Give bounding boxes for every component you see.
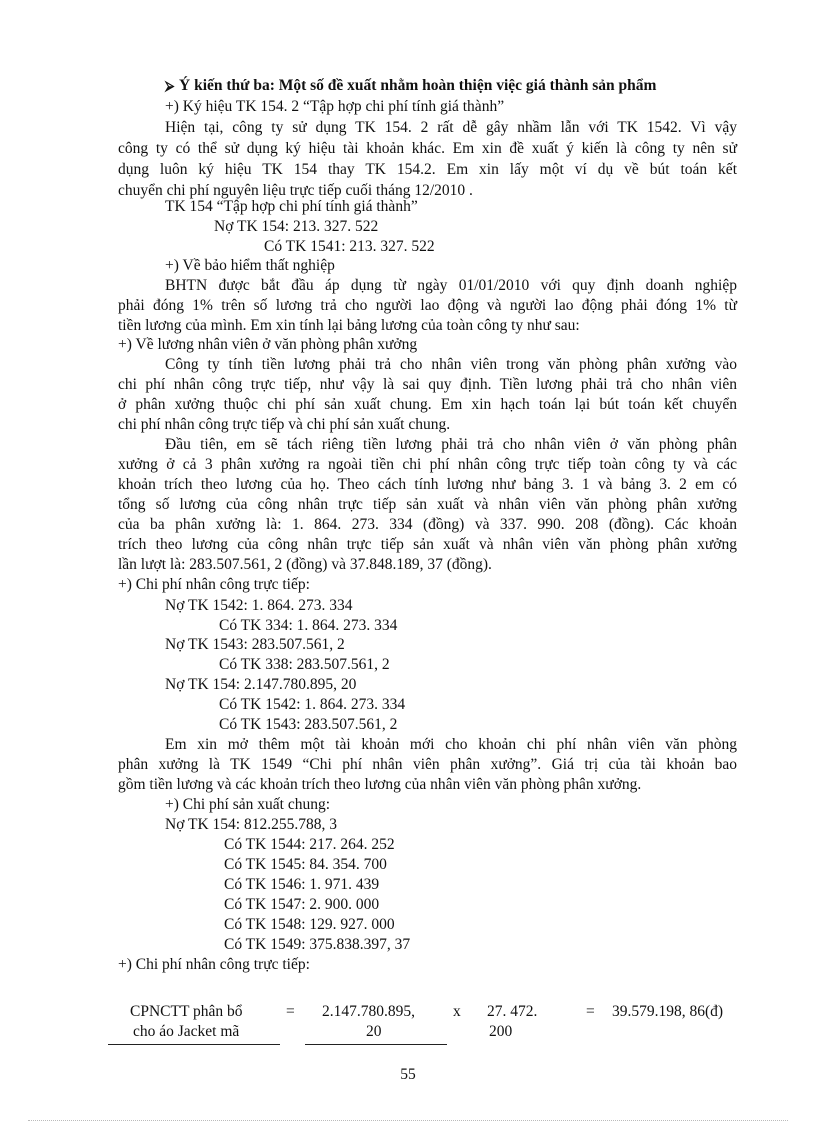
text-line: +) Về bảo hiểm thất nghiệp (165, 257, 335, 274)
text-line: dụng luôn ký hiệu TK 154 thay TK 154.2. Em xin lấy một ví dụ về bút toán kết (118, 161, 737, 178)
text-line: Nợ TK 1543: 283.507.561, 2 (165, 636, 345, 653)
text-line: BHTN được bắt đầu áp dụng từ ngày 01/01/2010 với quy định doanh nghiệp (165, 277, 737, 294)
text-line: Có TK 1544: 217. 264. 252 (224, 836, 395, 853)
text-line: trích theo lương của công nhân trực tiếp sản xuất và nhân viên văn phòng phân xưởng (118, 536, 737, 553)
text-line: Có TK 1541: 213. 327. 522 (264, 238, 435, 255)
formula-value-1-line1: 2.147.780.895, (322, 1003, 415, 1020)
formula-equals-1: = (286, 1003, 295, 1020)
text-line: phân xưởng là TK 1549 “Chi phí nhân viên phân xưởng”. Giá trị của tài khoản bao (118, 756, 737, 773)
formula-result: 39.579.198, 86(đ) (612, 1003, 724, 1020)
text-line: Có TK 1546: 1. 971. 439 (224, 876, 380, 893)
text-line: +) Chi phí sản xuất chung: (165, 796, 331, 813)
text-line: tổng số lương của công nhân trực tiếp sản xuất và nhân viên văn phòng phân xưởng (118, 496, 737, 513)
formula-label-line2: cho áo Jacket mã (133, 1023, 240, 1040)
page-number: 55 (400, 1066, 416, 1083)
text-line: phải đóng 1% trên số lương trả cho người lao động và người lao động phải đóng 1% từ (118, 297, 737, 314)
text-line: ở phân xưởng thuộc chi phí sản xuất chung. Em xin hạch toán lại bút toán kết chuyển (118, 396, 737, 413)
text-line: Em xin mở thêm một tài khoản mới cho khoản chi phí nhân viên văn phòng (165, 736, 737, 753)
formula-value-1-line2: 20 (366, 1023, 382, 1040)
text-line: chi phí nhân công trực tiếp và chi phí sản xuất chung. (118, 416, 451, 433)
text-line: +) Về lương nhân viên ở văn phòng phân xưởng (118, 336, 418, 353)
text-line: Có TK 1542: 1. 864. 273. 334 (219, 696, 406, 713)
text-line: Có TK 1543: 283.507.561, 2 (219, 716, 398, 733)
formula-label-underline (108, 1044, 280, 1045)
text-line: Nợ TK 154: 812.255.788, 3 (165, 816, 337, 833)
section-heading-text: Ý kiến thứ ba: Một số đề xuất nhằm hoàn thiện việc giá thành sản phẩm (179, 77, 657, 94)
text-line: +) Ký hiệu TK 154. 2 “Tập hợp chi phí tính giá thành” (165, 98, 505, 115)
formula-times: x (453, 1003, 461, 1020)
formula-value-2-line1: 27. 472. (487, 1003, 538, 1020)
text-line: Hiện tại, công ty sử dụng TK 154. 2 rất dễ gây nhầm lẫn với TK 1542. Vì vậy (165, 119, 737, 136)
page-bottom-border (28, 1120, 788, 1121)
text-line: Có TK 1548: 129. 927. 000 (224, 916, 395, 933)
text-line: Nợ TK 154: 2.147.780.895, 20 (165, 676, 357, 693)
text-line: gồm tiền lương và các khoản trích theo lương của nhân viên văn phòng phân xưởng. (118, 776, 642, 793)
text-line: TK 154 “Tập hợp chi phí tính giá thành” (165, 198, 418, 215)
formula-value-1-underline (305, 1044, 447, 1045)
formula-value-2-line2: 200 (489, 1023, 513, 1040)
text-line: Nợ TK 1542: 1. 864. 273. 334 (165, 597, 353, 614)
section-heading (165, 76, 656, 95)
text-line: +) Chi phí nhân công trực tiếp: (118, 956, 310, 973)
text-line: khoản trích theo lương của họ. Theo cách tính lương như bảng 3. 1 và bảng 3. 2 em có (118, 476, 737, 493)
text-line: của ba phân xưởng là: 1. 864. 273. 334 (đồng) và 337. 990. 208 (đồng). Các khoản (118, 516, 737, 533)
text-line: lần lượt là: 283.507.561, 2 (đồng) và 37.848.189, 37 (đồng). (118, 556, 492, 573)
text-line: +) Chi phí nhân công trực tiếp: (118, 576, 310, 593)
text-line: Có TK 1545: 84. 354. 700 (224, 856, 387, 873)
text-line: công ty có thể sử dụng ký hiệu tài khoản khác. Em xin đề xuất ý kiến là công ty nên sử (118, 140, 737, 157)
formula-equals-2: = (586, 1003, 595, 1020)
text-line: Công ty tính tiền lương phải trả cho nhân viên trong văn phòng phân xưởng vào (165, 356, 737, 373)
text-line: Có TK 334: 1. 864. 273. 334 (219, 617, 398, 634)
text-line: chuyển chi phí nguyên liệu trực tiếp cuối tháng 12/2010 . (118, 182, 473, 199)
text-line: chi phí nhân công trực tiếp, như vậy là sai quy định. Tiền lương phải trả cho nhân viên (118, 376, 737, 393)
text-line: Có TK 1549: 375.838.397, 37 (224, 936, 411, 953)
formula-label-line1: CPNCTT phân bổ (130, 1003, 243, 1020)
text-line: xưởng ở cả 3 phân xưởng ra ngoài tiền chi phí nhân công trực tiếp toàn công ty và các (118, 456, 737, 473)
text-line: tiền lương của mình. Em xin tính lại bảng lương của toàn công ty như sau: (118, 317, 580, 334)
arrow-bullet-icon: ⮚ (165, 78, 175, 93)
text-line: Có TK 338: 283.507.561, 2 (219, 656, 390, 673)
text-line: Đầu tiên, em sẽ tách riêng tiền lương phải trả cho nhân viên ở văn phòng phân (165, 436, 737, 453)
text-line: Nợ TK 154: 213. 327. 522 (214, 218, 379, 235)
text-line: Có TK 1547: 2. 900. 000 (224, 896, 380, 913)
